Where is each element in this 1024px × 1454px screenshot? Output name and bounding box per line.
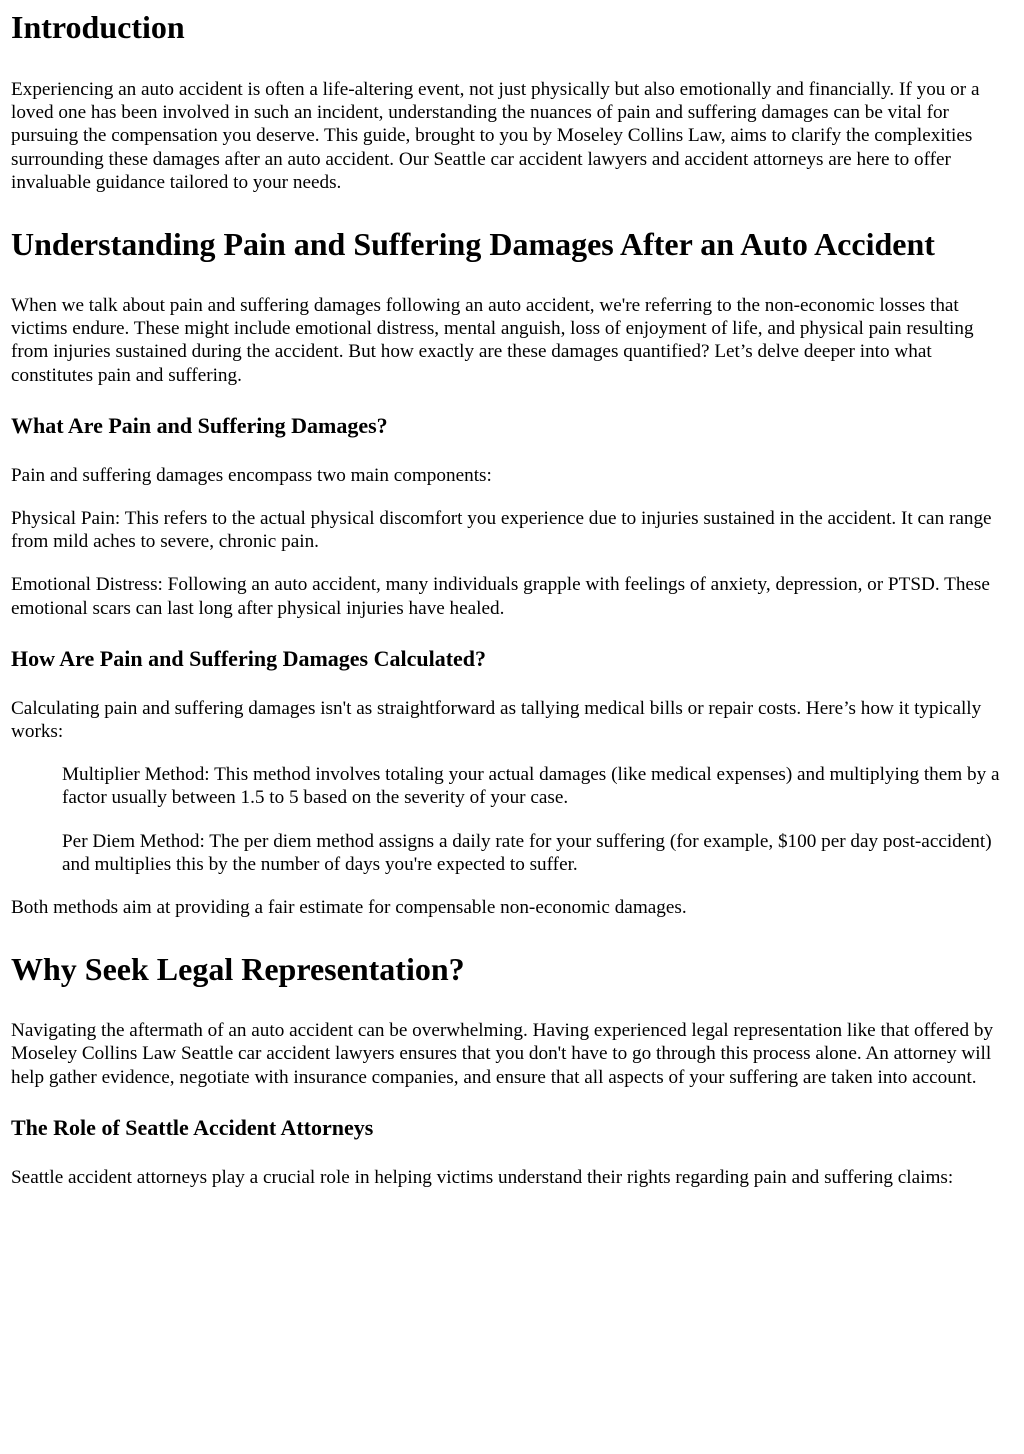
article	[0, 8, 1024, 1189]
understanding-paragraph: When we talk about pain and suffering damages following an auto accident, we're referring to the non-economic losses that victims endure. These might include emotional distress, mental anguish, loss of enjoyment of life, and physical pain resulting from injuries sustained during the accident. But how exactly are these damages quantified? Let’s delve deeper into what constitutes pain and suffering.	[11, 295, 974, 386]
heading-how-calculated: How Are Pain and Suffering Damages Calculated?	[11, 645, 487, 671]
what-are-intro: Pain and suffering damages encompass two main components:	[11, 464, 492, 486]
why-seek-paragraph: Navigating the aftermath of an auto accident can be overwhelming. Having experienced legal representation like that offered by Moseley Collins Law Seattle car accident lawyers ensures that you don't have to go through this process alone. An attorney will help gather evidence, negotiate with insurance companies, and ensure that all aspects of your suffering are taken into account.	[11, 1020, 994, 1088]
heading-what-are-damages: What Are Pain and Suffering Damages?	[11, 412, 388, 438]
intro-paragraph: Experiencing an auto accident is often a life-altering event, not just physically but also emotionally and financially. If you or a loved one has been involved in such an incident, understanding the nuances of pain and suffering damages can be vital for pursuing the compensation you deserve. This guide, brought to you by Moseley Collins Law, aims to clarify the complexities surrounding these damages after an auto accident. Our Seattle car accident lawyers and accident attorneys are here to offer invaluable guidance tailored to your needs.	[11, 79, 980, 193]
heading-understanding-damages: Understanding Pain and Suffering Damages After an Auto Accident	[11, 226, 935, 263]
emotional-distress-paragraph: Emotional Distress: Following an auto accident, many individuals grapple with feelings of anxiety, depression, or PTSD. These emotional scars can last long after physical injuries have healed.	[11, 574, 990, 619]
how-calculated-intro: Calculating pain and suffering damages isn't as straightforward as tallying medical bills or repair costs. Here’s how it typically works:	[11, 697, 982, 743]
per-diem-method-paragraph: Per Diem Method: The per diem method assigns a daily rate for your suffering (for example, $100 per day post-accident) and multiplies this by the number of days you're expected to suffer.	[62, 830, 992, 875]
physical-pain-paragraph: Physical Pain: This refers to the actual physical discomfort you experience due to injuries sustained in the accident. It can range from mild aches to severe, chronic pain.	[11, 508, 992, 553]
calculation-methods	[62, 763, 1013, 876]
heading-introduction: Introduction	[11, 9, 185, 45]
role-paragraph: Seattle accident attorneys play a crucial role in helping victims understand their rights regarding pain and suffering claims:	[11, 1166, 954, 1188]
methods-conclusion: Both methods aim at providing a fair estimate for compensable non-economic damages.	[11, 897, 687, 919]
heading-role-of-attorneys: The Role of Seattle Accident Attorneys	[11, 1114, 374, 1140]
heading-why-seek-legal: Why Seek Legal Representation?	[11, 951, 465, 988]
multiplier-method-paragraph: Multiplier Method: This method involves totaling your actual damages (like medical expenses) and multiplying them by a factor usually between 1.5 to 5 based on the severity of your case.	[62, 764, 1000, 809]
